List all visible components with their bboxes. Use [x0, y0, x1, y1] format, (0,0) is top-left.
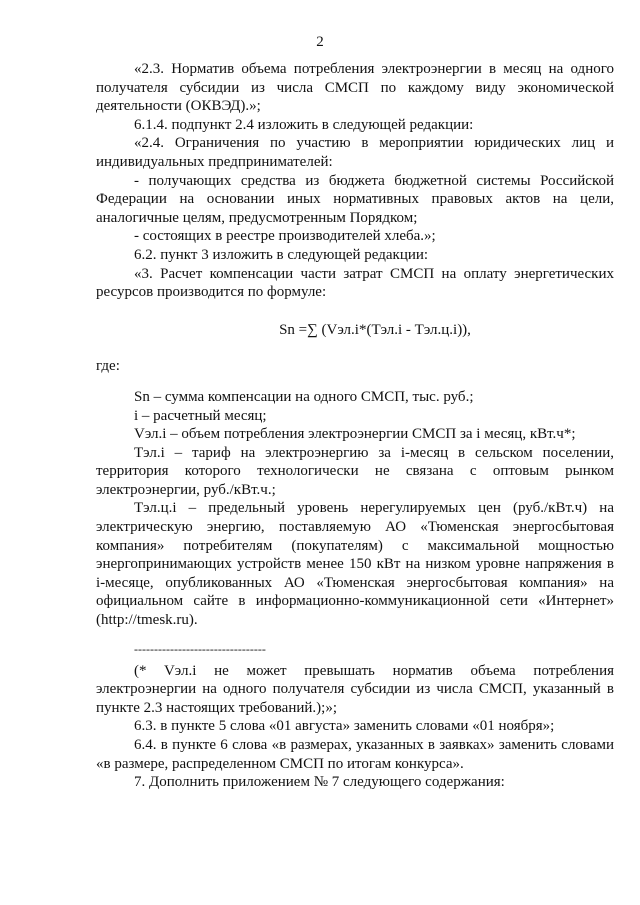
paragraph-2-3: «2.3. Норматив объема потребления электроэнергии в месяц на одного получателя субсидии из числа СМСП по каждому виду экономической деятельности (ОКВЭД).»; [96, 61, 614, 115]
definition-sn: Sn – сумма компенсации на одного СМСП, тыс. руб.; [134, 388, 474, 405]
paragraph-6-3: 6.3. в пункте 5 слова «01 августа» заменить словами «01 ноября»; [134, 718, 555, 735]
paragraph-6-2: 6.2. пункт 3 изложить в следующей редакции: [134, 246, 429, 263]
definition-v: Vэл.i – объем потребления электроэнергии СМСП за i месяц, кВт.ч*; [134, 426, 576, 443]
footnote: (* Vэл.i не может превышать норматив объема потребления электроэнергии на одного получателя субсидии из числа СМСП, указанный в пункте 2.3 настоящих требований.);»; [96, 662, 614, 716]
page-number: 2 [316, 34, 324, 50]
list-item-bread-registry: - состоящих в реестре производителей хлеба.»; [134, 228, 436, 245]
paragraph-7: 7. Дополнить приложением № 7 следующего содержания: [134, 774, 505, 791]
formula: Sn =∑ (Vэл.i*(Тэл.i - Тэл.ц.i)), [279, 321, 471, 338]
paragraph-6-1-4: 6.1.4. подпункт 2.4 изложить в следующей редакции: [134, 116, 474, 133]
list-item-budget-funds: - получающих средства из бюджета бюджетной системы Российской Федерации на основании иных нормативных правовых актов на цели, аналогичные целям, предусмотренным Порядком; [96, 172, 614, 226]
definition-t: Тэл.i – тариф на электроэнергию за i-месяц в сельском поселении, территория которого технологически не связана с оптовым рынком электроэнергии, руб./кВт.ч.; [96, 444, 614, 498]
paragraph-6-4: 6.4. в пункте 6 слова «в размерах, указанных в заявках» заменить словами «в размере, распределенном СМСП по итогам конкурса». [96, 737, 614, 772]
paragraph-2-4: «2.4. Ограничения по участию в мероприятии юридических лиц и индивидуальных предпринимателей: [96, 135, 614, 170]
document-body [96, 60, 614, 792]
definition-tc: Тэл.ц.i – предельный уровень нерегулируемых цен (руб./кВт.ч) на электрическую энергию, поставляемую АО «Тюменская энергосбытовая компания» потребителям (покупателям) с максимальной мощностью энергопринимающих устройств менее 150 кВт на низком уровне напряжения в i-месяце, опубликованных АО «Тюменская энергосбытовая компания» на официальном сайте в информационно-коммуникационной сети «Интернет» (http://tmesk.ru). [96, 500, 614, 629]
footnote-separator: --------------------------------- [134, 641, 266, 656]
spacer [96, 376, 614, 388]
definition-i: i – расчетный месяц; [134, 407, 267, 424]
where-label: где: [96, 358, 120, 375]
paragraph-3: «3. Расчет компенсации части затрат СМСП на оплату энергетических ресурсов производится по формуле: [96, 265, 614, 301]
